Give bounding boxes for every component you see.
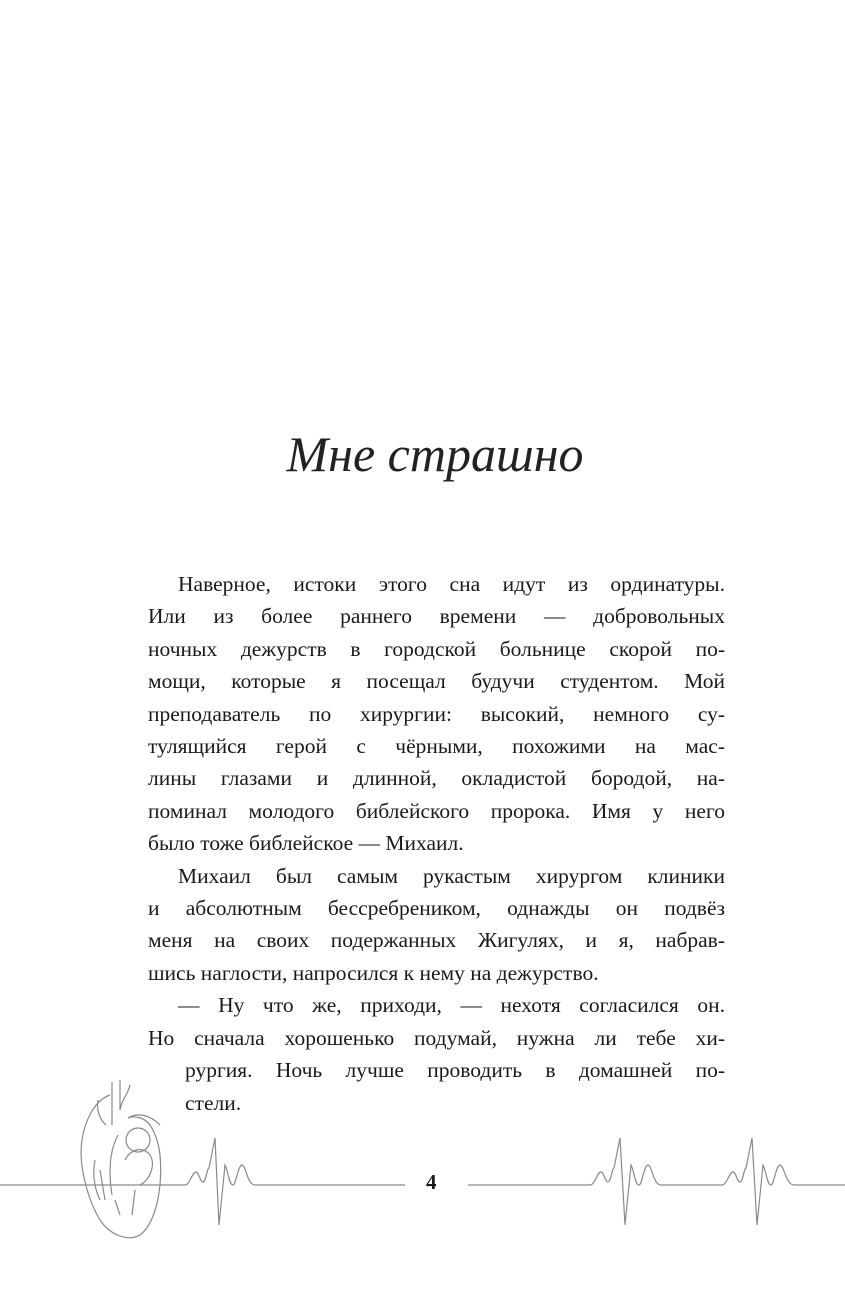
text-line: тулящийся герой с чёрными, похожими на мас- xyxy=(148,734,725,759)
ecg-line-right xyxy=(468,1138,845,1225)
body-text xyxy=(148,568,725,1119)
chapter-title: Мне страшно xyxy=(286,426,584,482)
text-line: мощи, которые я посещал будучи студентом. Мой xyxy=(148,669,725,694)
text-line: Михаил был самым рукастым хирургом клиники xyxy=(178,863,725,888)
text-line: — Ну что же, приходи, — нехотя согласился он. xyxy=(178,993,725,1018)
text-line: Или из более раннего времени — добровольных xyxy=(148,604,725,629)
text-line: преподаватель по хирургии: высокий, немного су- xyxy=(148,701,725,726)
text-line: и абсолютным бессребреником, однажды он подвёз xyxy=(148,896,725,921)
ecg-line-left xyxy=(0,1138,405,1225)
text-line: Наверное, истоки этого сна идут из ординатуры. xyxy=(178,572,725,596)
text-line: лины глазами и длинной, окладистой бородой, на- xyxy=(148,766,725,791)
text-line: рургия. Ночь лучше проводить в домашней по- xyxy=(185,1058,725,1083)
text-line: ночных дежурств в городской больнице скорой по- xyxy=(148,636,725,661)
text-line: Но сначала хорошенько подумай, нужна ли тебе хи- xyxy=(148,1025,725,1050)
text-line: шись наглости, напросился к нему на дежурство. xyxy=(148,960,599,985)
page-number: 4 xyxy=(426,1170,437,1194)
text-line: стели. xyxy=(185,1090,242,1115)
text-line: поминал молодого библейского пророка. Имя у него xyxy=(148,798,725,823)
text-line: меня на своих подержанных Жигулях, и я, набрав- xyxy=(148,928,725,953)
text-line: было тоже библейское — Михаил. xyxy=(148,831,464,856)
